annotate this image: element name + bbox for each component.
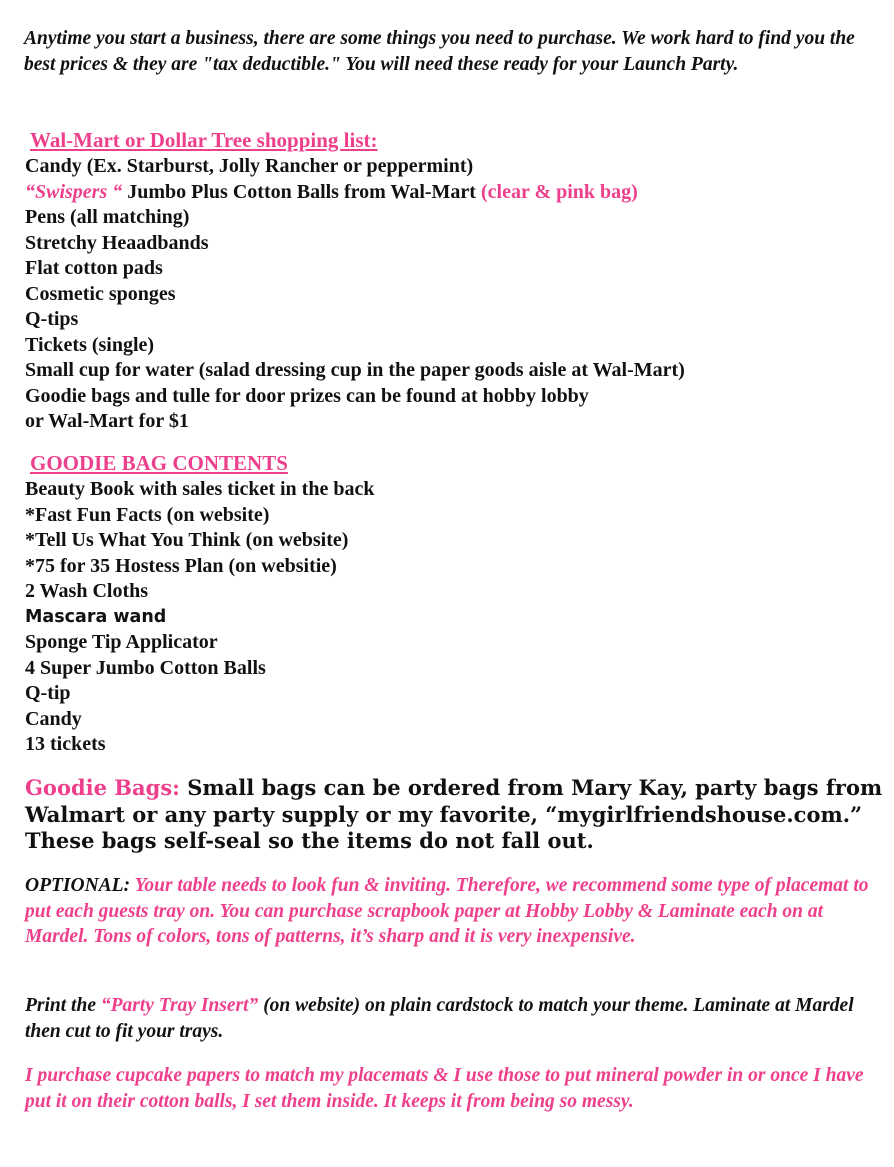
print-tip-suffix: (on website) on plain cardstock to match your theme. Laminate at Mardel then cut to fit your trays.	[25, 995, 854, 1042]
list-item: 4 Super Jumbo Cotton Balls	[25, 656, 266, 679]
list-item: Pens (all matching)	[25, 206, 190, 228]
goodie-bags-paragraph	[25, 775, 885, 855]
print-tip-paragraph	[25, 993, 875, 1044]
list-item	[25, 180, 685, 206]
optional-label: OPTIONAL:	[25, 875, 131, 896]
list-item: Flat cotton pads	[25, 257, 163, 279]
goodie-bags-label: Goodie Bags:	[25, 775, 180, 800]
cupcake-tip-paragraph: I purchase cupcake papers to match my placemats & I use those to put mineral powder in or once I have put it on their cotton balls, I set them inside. It keeps it from being so messy.	[25, 1065, 864, 1112]
goodie-bags-text: Small bags can be ordered from Mary Kay, party bags from Walmart or any party supply or my favorite, “mygirlfriendshouse.com.” These bags self-seal so the items do not fall out.	[25, 775, 883, 853]
list-item: Q-tip	[25, 682, 71, 704]
list-item: *Tell Us What You Think (on website)	[25, 529, 349, 551]
goodie-contents-heading: GOODIE BAG CONTENTS	[30, 451, 288, 475]
list-item: Stretchy Heaadbands	[25, 231, 209, 254]
goodie-contents-list	[25, 477, 374, 758]
list-item: Candy	[25, 707, 82, 730]
shopping-list	[25, 154, 685, 435]
list-item: Small cup for water (salad dressing cup in the paper goods aisle at Wal-Mart)	[25, 359, 685, 381]
list-item: 13 tickets	[25, 733, 106, 755]
list-item: Candy (Ex. Starburst, Jolly Rancher or peppermint)	[25, 155, 474, 177]
list-item: Goodie bags and tulle for door prizes can be found at hobby lobby	[25, 384, 589, 407]
list-item: Sponge Tip Applicator	[25, 631, 218, 653]
print-tip-prefix: Print the	[25, 995, 101, 1016]
list-item: or Wal-Mart for $1	[25, 410, 189, 432]
list-item: Beauty Book with sales ticket in the back	[25, 478, 375, 500]
list-item: Tickets (single)	[25, 333, 155, 356]
list-item: 2 Wash Cloths	[25, 580, 149, 602]
list-item: *75 for 35 Hostess Plan (on websitie)	[25, 554, 337, 577]
swispers-note: (clear & pink bag)	[480, 180, 638, 203]
list-item: Q-tips	[25, 308, 79, 330]
swispers-text: Jumbo Plus Cotton Balls from Wal-Mart	[122, 180, 481, 203]
list-item: *Fast Fun Facts (on website)	[25, 503, 270, 526]
optional-text: Your table needs to look fun & inviting. Therefore, we recommend some type of placemat to put each guests tray on. You can purchase scrapbook paper at Hobby Lobby & Laminate each on at Mardel. Tons of colors, tons of patterns, it’s sharp and it is very inexpensive.	[25, 875, 869, 947]
shopping-list-heading: Wal-Mart or Dollar Tree shopping list:	[30, 128, 378, 152]
party-tray-insert-name: “Party Tray Insert”	[100, 995, 259, 1016]
intro-paragraph: Anytime you start a business, there are some things you need to purchase. We work hard to find you the best prices & they are "tax deductible." You will need these ready for your Launch Party.	[24, 28, 855, 75]
swispers-brand: “Swispers “	[25, 180, 123, 203]
optional-paragraph	[25, 873, 875, 950]
list-item: Mascara wand	[25, 606, 167, 627]
list-item: Cosmetic sponges	[25, 282, 176, 305]
